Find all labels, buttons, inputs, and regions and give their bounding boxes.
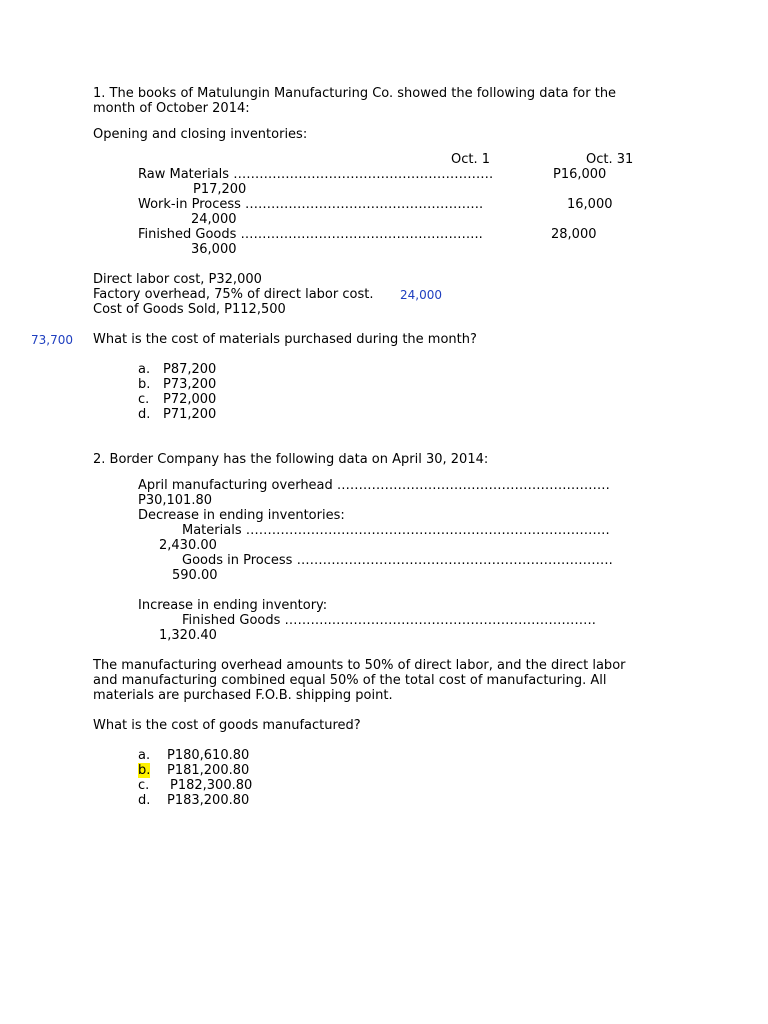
q1-row-raw-materials-label: Raw Materials …………………………………………………… xyxy=(138,167,494,182)
q1-intro-line2: month of October 2014: xyxy=(93,101,250,116)
q1-row-raw-materials-oct1: P17,200 xyxy=(193,182,247,197)
q2-choice-d-text: P183,200.80 xyxy=(167,793,250,808)
q1-row-finished-goods-oct1: 36,000 xyxy=(191,242,237,257)
q1-choice-b-text: P73,200 xyxy=(163,377,217,392)
q2-gip-value: 590.00 xyxy=(172,568,218,583)
q2-gip-label: Goods in Process ………………………………………………………………. xyxy=(182,553,613,568)
q1-choice-b-letter: b. xyxy=(138,377,151,392)
q1-choice-a-letter: a. xyxy=(138,362,151,377)
q1-choice-c-letter: c. xyxy=(138,392,150,407)
q2-paragraph-line3: materials are purchased F.O.B. shipping point. xyxy=(93,688,393,703)
q2-paragraph-line2: and manufacturing combined equal 50% of the total cost of manufacturing. All xyxy=(93,673,607,688)
q2-choice-a-letter: a. xyxy=(138,748,151,763)
q1-row-wip-oct31: 16,000 xyxy=(567,197,613,212)
q1-col-oct1: Oct. 1 xyxy=(451,152,491,167)
q2-choice-d-letter: d. xyxy=(138,793,151,808)
q2-choice-c-text: P182,300.80 xyxy=(170,778,253,793)
q1-choice-a-text: P87,200 xyxy=(163,362,217,377)
q2-materials-label: Materials ………………………………………………………………………… xyxy=(182,523,610,538)
q1-side-annotation: 73,700 xyxy=(31,333,73,347)
q1-overhead-annotation: 24,000 xyxy=(400,288,442,302)
q1-row-raw-materials-oct31: P16,000 xyxy=(553,167,607,182)
q2-choice-b-letter-highlighted: b. xyxy=(138,763,151,778)
q1-cogs: Cost of Goods Sold, P112,500 xyxy=(93,302,286,317)
q1-col-oct31: Oct. 31 xyxy=(586,152,634,167)
q2-increase-heading: Increase in ending inventory: xyxy=(138,598,328,613)
q2-choice-b-text: P181,200.80 xyxy=(167,763,250,778)
q2-overhead-label: April manufacturing overhead ……………………………………………………… xyxy=(138,478,610,493)
q1-row-finished-goods-label: Finished Goods ……………………………………………….. xyxy=(138,227,483,242)
q2-question: What is the cost of goods manufactured? xyxy=(93,718,361,733)
q2-choice-c-letter: c. xyxy=(138,778,150,793)
q2-fg-value: 1,320.40 xyxy=(159,628,217,643)
q1-choice-d-letter: d. xyxy=(138,407,151,422)
q1-question: What is the cost of materials purchased during the month? xyxy=(93,332,477,347)
q2-fg-label: Finished Goods ………..……………………………………………………. xyxy=(182,613,596,628)
q1-row-finished-goods-oct31: 28,000 xyxy=(551,227,597,242)
q1-factory-overhead: Factory overhead, 75% of direct labor cost. xyxy=(93,287,374,302)
q1-direct-labor: Direct labor cost, P32,000 xyxy=(93,272,262,287)
q1-inventory-heading: Opening and closing inventories: xyxy=(93,127,308,142)
q2-paragraph-line1: The manufacturing overhead amounts to 50% of direct labor, and the direct labor xyxy=(93,658,626,673)
q2-decrease-heading: Decrease in ending inventories: xyxy=(138,508,345,523)
q2-intro: 2. Border Company has the following data on April 30, 2014: xyxy=(93,452,489,467)
q1-row-wip-oct1: 24,000 xyxy=(191,212,237,227)
q1-choice-d-text: P71,200 xyxy=(163,407,217,422)
q2-overhead-value: P30,101.80 xyxy=(138,493,213,508)
q1-intro-line1: 1. The books of Matulungin Manufacturing Co. showed the following data for the xyxy=(93,86,617,101)
q2-materials-value: 2,430.00 xyxy=(159,538,217,553)
q2-choice-a-text: P180,610.80 xyxy=(167,748,250,763)
q1-row-wip-label: Work-in Process ………………………………………………. xyxy=(138,197,484,212)
q1-choice-c-text: P72,000 xyxy=(163,392,217,407)
